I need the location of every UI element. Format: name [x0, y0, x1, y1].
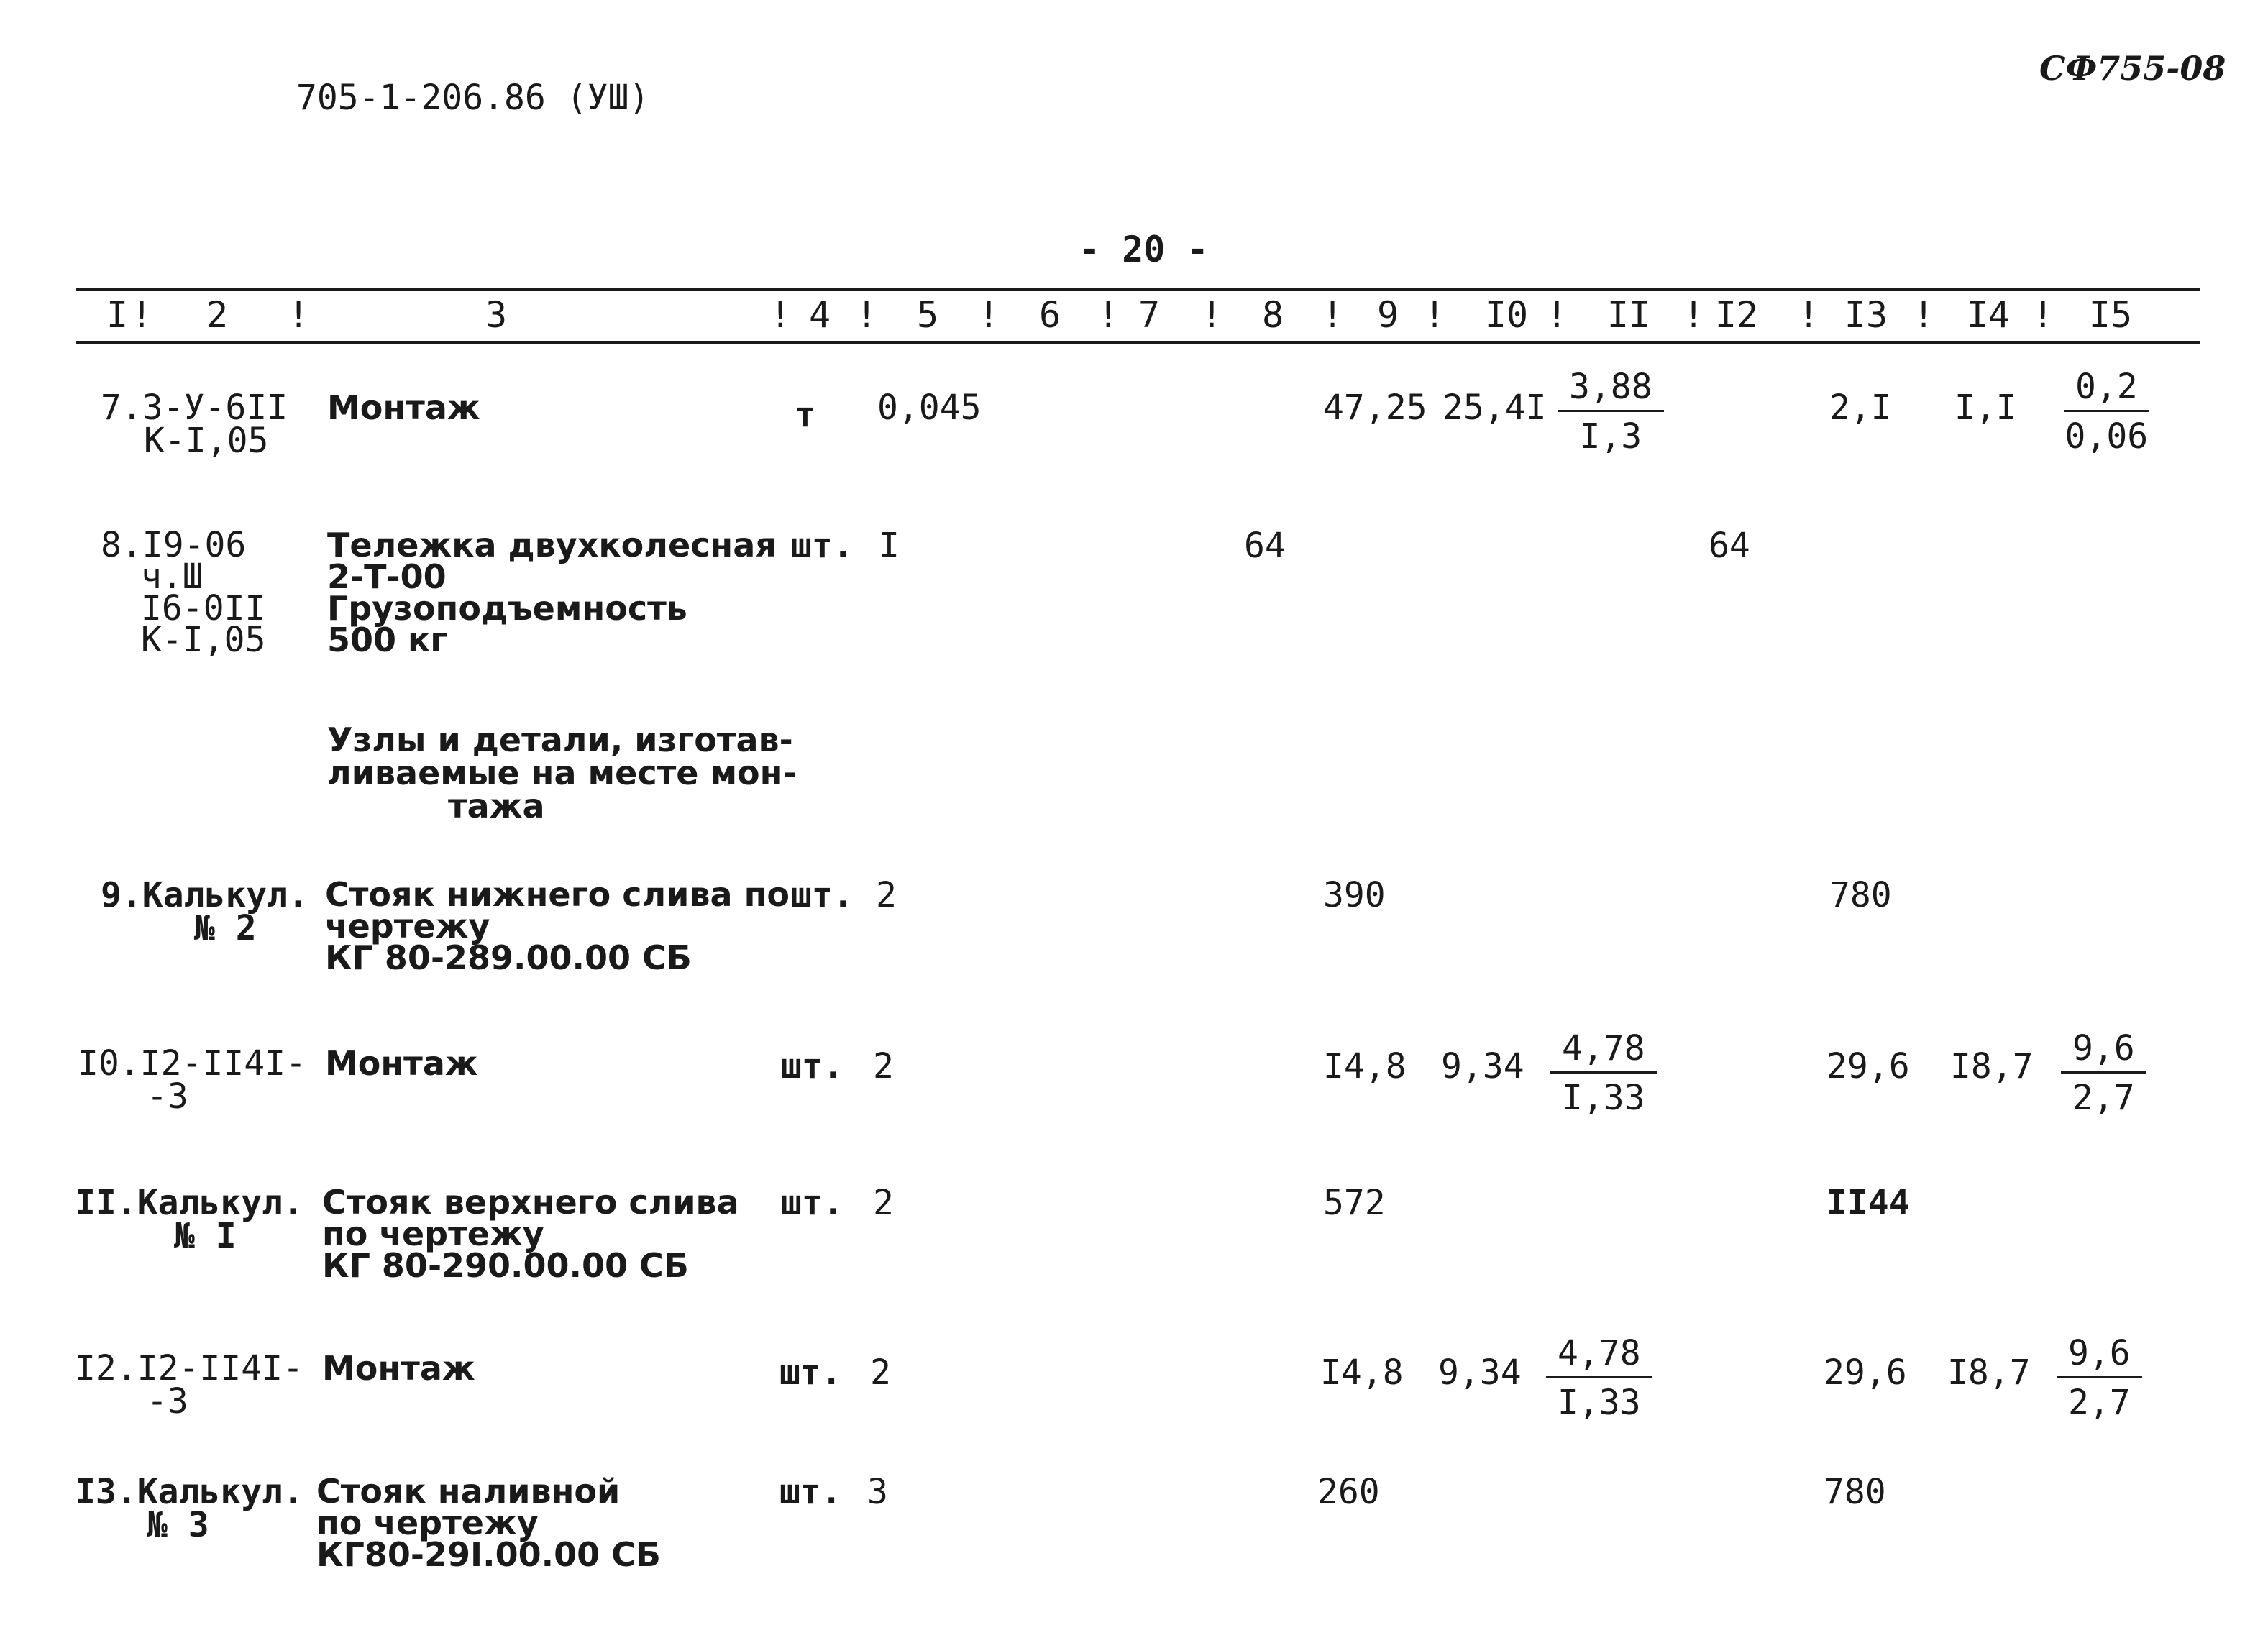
- row-quantity: I: [879, 526, 900, 566]
- column-separator: !: [131, 294, 153, 336]
- row-col9: 47,25: [1323, 388, 1427, 428]
- column-header-3: 3: [485, 294, 508, 336]
- row-unit: шт.: [791, 875, 854, 915]
- row-col9: I4,8: [1320, 1352, 1404, 1393]
- column-header-8: 8: [1261, 294, 1284, 336]
- column-header-12: I2: [1714, 294, 1759, 336]
- column-separator: !: [1322, 294, 1344, 336]
- row-code: I3.Калькул. № 3: [75, 1472, 303, 1545]
- column-separator: !: [1683, 294, 1705, 336]
- row-code: 7.3-У-6II К-I,05: [101, 388, 288, 461]
- row-col13: 2,I: [1829, 388, 1892, 428]
- row-name: Монтаж: [325, 1044, 478, 1083]
- column-separator: !: [1424, 294, 1446, 336]
- table-top-rule: [76, 288, 2200, 291]
- table-header-rule: [76, 341, 2200, 344]
- column-header-7: 7: [1138, 294, 1161, 336]
- row-col14: I8,7: [1950, 1046, 2034, 1086]
- column-separator: !: [1097, 294, 1120, 336]
- row-name: Тележка двухколесная 2-Т-00 Грузоподъемность 500 кг: [327, 526, 777, 659]
- column-separator: !: [1546, 294, 1568, 336]
- row-name: Стояк верхнего слива по чертежу КГ 80-290.00.00 СБ: [322, 1183, 739, 1285]
- row-col10: 25,4I: [1442, 388, 1547, 428]
- row-col9: I4,8: [1323, 1046, 1407, 1086]
- column-header-9: 9: [1376, 294, 1399, 336]
- column-header-1: I: [106, 294, 129, 336]
- column-header-4: 4: [808, 294, 831, 336]
- row-col8: 64: [1244, 526, 1286, 566]
- row-code: I0.I2-II4I- -3: [78, 1043, 306, 1117]
- column-separator: !: [1913, 294, 1935, 336]
- column-header-13: I3: [1844, 294, 1888, 336]
- row-unit: шт.: [779, 1472, 842, 1512]
- row-col13: 29,6: [1826, 1046, 1910, 1086]
- row-name: Стояк наливной по чертежу КГ80-29I.00.00 СБ: [316, 1472, 661, 1574]
- row-col13: 780: [1829, 875, 1892, 915]
- row-col9: 390: [1323, 875, 1386, 915]
- row-unit: т: [795, 395, 815, 435]
- column-header-10: I0: [1484, 294, 1529, 336]
- row-unit: шт.: [791, 526, 854, 566]
- row-col9: 572: [1323, 1183, 1386, 1223]
- row-col9: 260: [1317, 1472, 1380, 1512]
- column-header-6: 6: [1038, 294, 1061, 336]
- row-col12: 64: [1709, 526, 1750, 566]
- row-code: 8.I9-06 ч.Ш I6-0II К-I,05: [101, 525, 266, 660]
- row-unit: шт.: [779, 1352, 842, 1393]
- row-quantity: 3: [867, 1472, 888, 1512]
- column-separator: !: [856, 294, 878, 336]
- column-separator: !: [769, 294, 792, 336]
- row-unit: шт.: [781, 1183, 843, 1223]
- column-separator: !: [288, 294, 310, 336]
- column-separator: !: [1798, 294, 1820, 336]
- page-number: - 20 -: [1079, 229, 1209, 270]
- document-code: 705-1-206.86 (УШ): [296, 78, 650, 118]
- row-name: Монтаж: [327, 388, 480, 427]
- column-header-14: I4: [1966, 294, 2011, 336]
- row-col11-fraction: $\frac{4,78}{I,33}$: [1550, 1031, 1657, 1115]
- row-col11-fraction: $\frac{3,88}{I,3}$: [1558, 370, 1664, 454]
- row-quantity: 2: [876, 875, 897, 915]
- row-code: I2.I2-II4I- -3: [75, 1348, 303, 1422]
- row-quantity: 2: [873, 1046, 894, 1086]
- row-quantity: 0,045: [877, 388, 982, 428]
- row-col13: 29,6: [1824, 1352, 1907, 1393]
- row-col13: II44: [1826, 1183, 1910, 1223]
- row-col15-fraction: $\frac{9,6}{2,7}$: [2061, 1031, 2146, 1115]
- column-separator: !: [2032, 294, 2054, 336]
- column-separator: !: [978, 294, 1000, 336]
- row-code: II.Калькул. № I: [75, 1183, 303, 1256]
- row-name: Монтаж: [322, 1349, 475, 1388]
- row-col15-fraction: $\frac{9,6}{2,7}$: [2057, 1336, 2142, 1420]
- row-quantity: 2: [873, 1183, 894, 1223]
- archive-stamp: СФ755-08: [2039, 49, 2226, 88]
- row-col10: 9,34: [1438, 1352, 1522, 1393]
- column-header-5: 5: [916, 294, 939, 336]
- row-col15-fraction: $\frac{0,2}{0,06}$: [2064, 367, 2149, 457]
- row-col11-fraction: $\frac{4,78}{I,33}$: [1546, 1336, 1652, 1420]
- column-header-11: II: [1606, 294, 1651, 336]
- column-header-15: I5: [2088, 294, 2133, 336]
- row-name: Стояк нижнего слива по чертежу КГ 80-289.00.00 СБ: [325, 875, 790, 977]
- row-col13: 780: [1824, 1472, 1886, 1512]
- section-heading: Узлы и детали, изготав- ливаемые на месте мон- тажа: [327, 720, 797, 825]
- row-code: 9.Калькул. № 2: [101, 875, 308, 948]
- column-separator: !: [1201, 294, 1223, 336]
- row-col14: I,I: [1954, 388, 2017, 428]
- column-header-2: 2: [206, 294, 229, 336]
- row-quantity: 2: [870, 1352, 891, 1393]
- row-col14: I8,7: [1947, 1352, 2031, 1393]
- row-unit: шт.: [781, 1046, 843, 1086]
- row-col10: 9,34: [1441, 1046, 1524, 1086]
